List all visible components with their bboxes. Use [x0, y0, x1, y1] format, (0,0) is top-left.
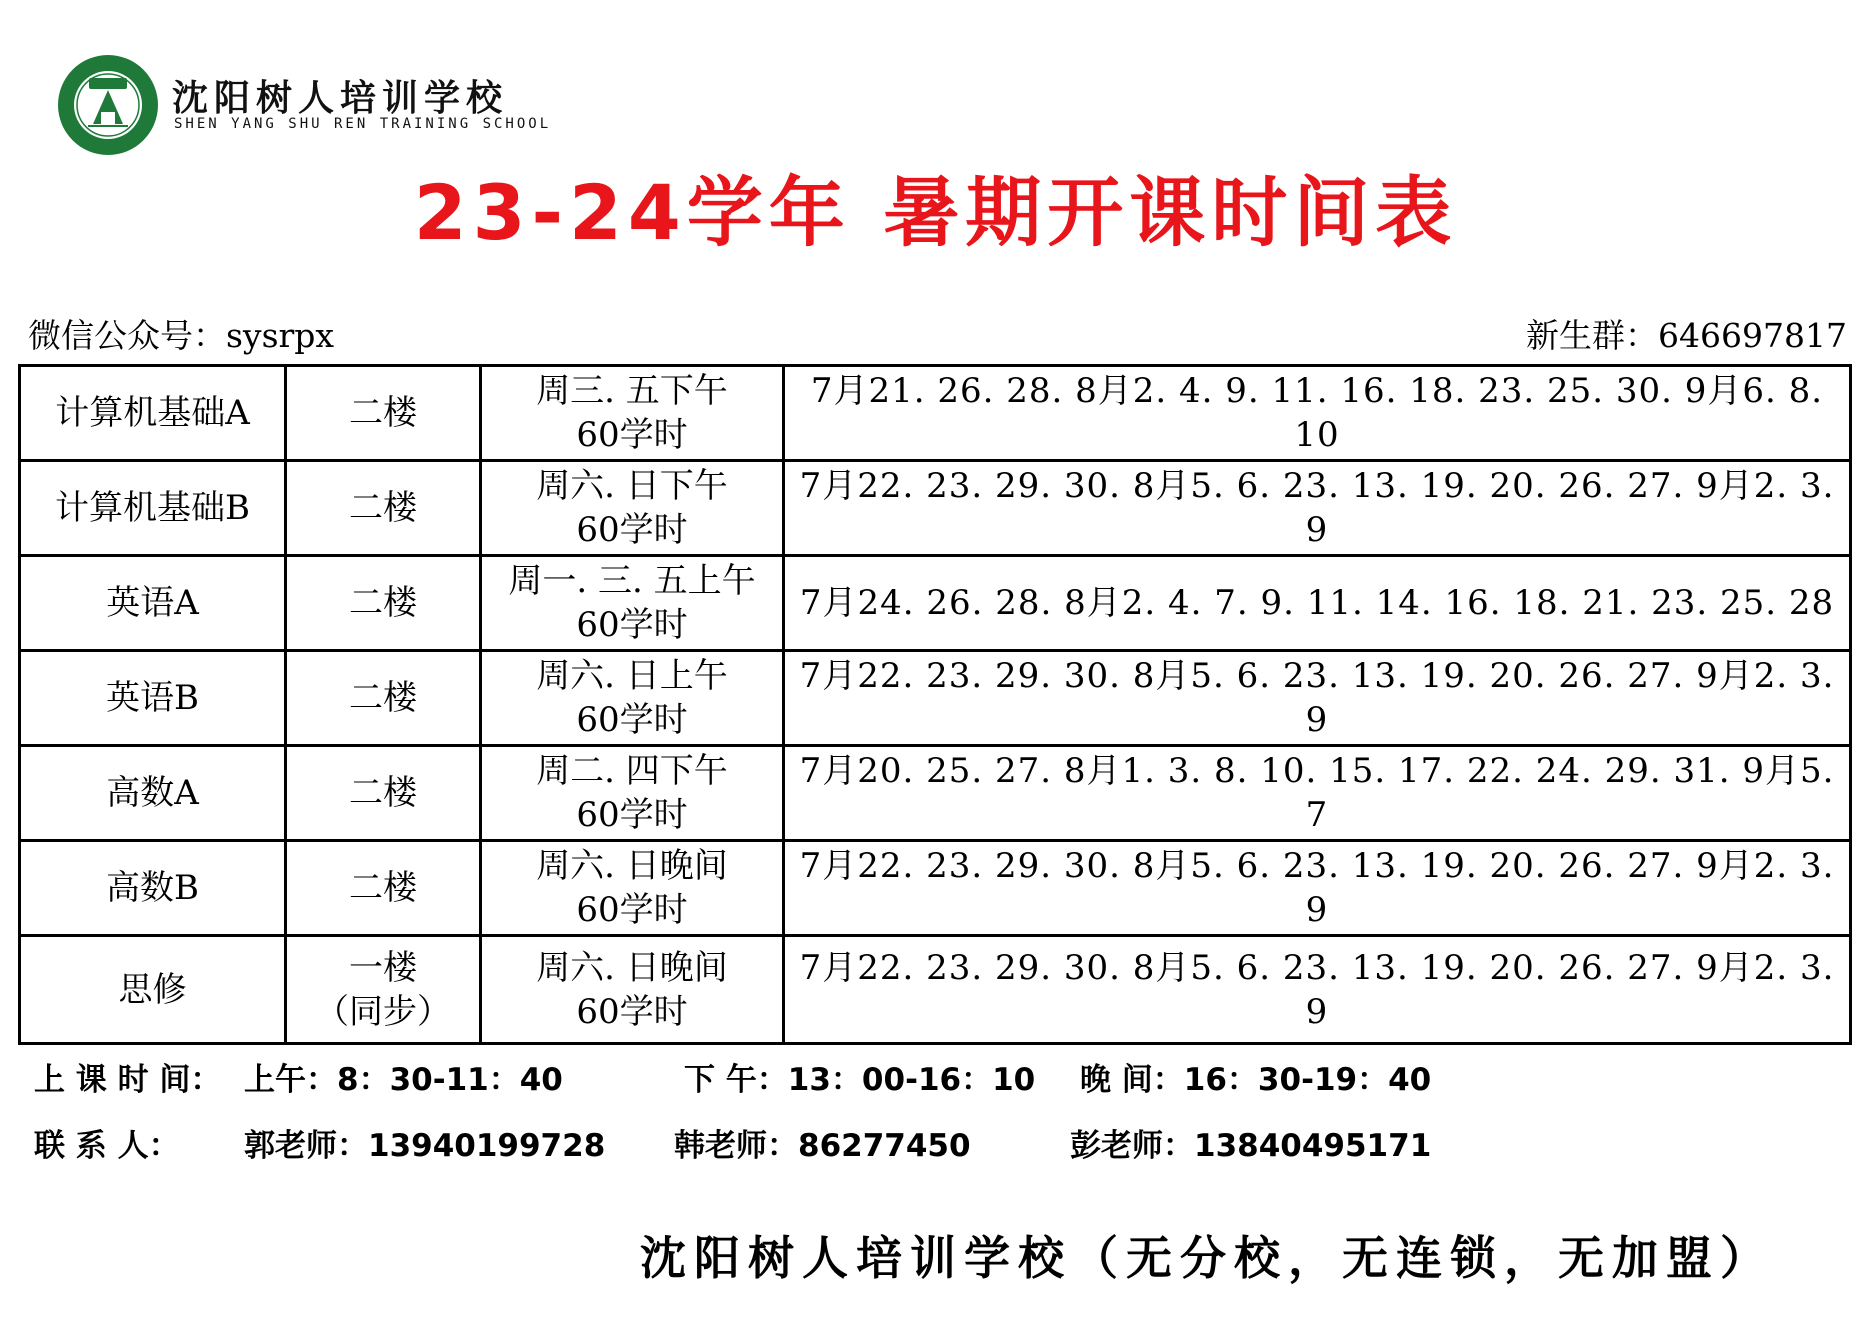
course-name-cell: 英语B: [20, 651, 286, 746]
school-name-cn: 沈阳树人培训学校: [172, 77, 509, 119]
table-row: [20, 936, 1851, 1044]
floor-cell: [286, 841, 481, 936]
schedule-days-cell: [481, 746, 784, 841]
course-name-cell: 计算机基础B: [20, 461, 286, 556]
table-row: [20, 746, 1851, 841]
contact-han: 韩老师：86277450: [674, 1128, 971, 1164]
hours-text: 60学时: [576, 605, 688, 645]
class-dates-cell: 7月22. 23. 29. 30. 8月5. 6. 23. 13. 19. 20. 26. 27. 9月2. 3. 9: [784, 841, 1851, 936]
class-dates-cell: 7月24. 26. 28. 8月2. 4. 7. 9. 11. 14. 16. 18. 21. 23. 25. 28: [784, 556, 1851, 651]
days-text: 周一. 三. 五上午: [508, 561, 756, 601]
new-student-group: 新生群：646697817: [1526, 316, 1847, 355]
hours-text: 60学时: [576, 795, 688, 835]
table-row: [20, 461, 1851, 556]
floor-cell: [286, 556, 481, 651]
table-row: [20, 651, 1851, 746]
course-name-cell: 高数B: [20, 841, 286, 936]
days-text: 周六. 日晚间: [536, 846, 728, 886]
days-text: 周二. 四下午: [536, 751, 728, 791]
contact-guo: 郭老师：13940199728: [244, 1128, 606, 1164]
floor-text: 二楼: [349, 773, 417, 813]
class-dates-cell: 7月22. 23. 29. 30. 8月5. 6. 23. 13. 19. 20. 26. 27. 9月2. 3. 9: [784, 936, 1851, 1044]
hours-text: 60学时: [576, 415, 688, 455]
floor-cell: [286, 366, 481, 461]
floor-cell: [286, 936, 481, 1044]
days-text: 周三. 五下午: [536, 371, 728, 411]
morning-time: 上午：8：30-11：40: [244, 1062, 563, 1098]
floor-text: 二楼: [349, 393, 417, 433]
hours-text: 60学时: [576, 510, 688, 550]
days-text: 周六. 日晚间: [536, 947, 728, 988]
schedule-days-cell: [481, 366, 784, 461]
floor-cell: [286, 461, 481, 556]
contacts-label: 联 系 人：: [34, 1128, 180, 1164]
floor-text: 二楼: [349, 583, 417, 623]
days-text: 周六. 日上午: [536, 656, 728, 696]
days-text: 周六. 日下午: [536, 466, 728, 506]
schedule-days-cell: [481, 461, 784, 556]
table-row: [20, 841, 1851, 936]
hours-text: 60学时: [576, 991, 688, 1032]
floor-text: 一楼: [349, 947, 417, 988]
table-row: [20, 556, 1851, 651]
hours-text: 60学时: [576, 890, 688, 930]
course-name-cell: 高数A: [20, 746, 286, 841]
course-name-cell: 思修: [20, 936, 286, 1044]
schedule-days-cell: [481, 841, 784, 936]
class-dates-cell: 7月20. 25. 27. 8月1. 3. 8. 10. 15. 17. 22. 24. 29. 31. 9月5. 7: [784, 746, 1851, 841]
table-row: [20, 366, 1851, 461]
floor-cell: [286, 651, 481, 746]
course-name-cell: 计算机基础A: [20, 366, 286, 461]
class-times-label: 上 课 时 间：: [34, 1062, 222, 1098]
school-logo: [55, 52, 161, 158]
school-name-en: SHEN YANG SHU REN TRAINING SCHOOL: [174, 116, 552, 132]
page-title: 23-24学年 暑期开课时间表: [413, 168, 1458, 257]
floor-text: 二楼: [349, 488, 417, 528]
class-dates-cell: 7月21. 26. 28. 8月2. 4. 9. 11. 16. 18. 23. 25. 30. 9月6. 8. 10: [784, 366, 1851, 461]
wechat-account: 微信公众号：sysrpx: [28, 316, 335, 355]
floor-note: （同步）: [315, 991, 451, 1032]
schedule-days-cell: [481, 651, 784, 746]
schedule-table: [18, 364, 1852, 1045]
floor-text: 二楼: [349, 868, 417, 908]
schedule-days-cell: [481, 936, 784, 1044]
floor-text: 二楼: [349, 678, 417, 718]
afternoon-time: 下 午：13：00-16：10: [684, 1062, 1036, 1098]
contact-peng: 彭老师：13840495171: [1070, 1128, 1432, 1164]
class-dates-cell: 7月22. 23. 29. 30. 8月5. 6. 23. 13. 19. 20. 26. 27. 9月2. 3. 9: [784, 651, 1851, 746]
floor-cell: [286, 746, 481, 841]
course-name-cell: 英语A: [20, 556, 286, 651]
footer-slogan: 沈阳树人培训学校（无分校，无连锁，无加盟）: [640, 1231, 1774, 1285]
class-dates-cell: 7月22. 23. 29. 30. 8月5. 6. 23. 13. 19. 20. 26. 27. 9月2. 3. 9: [784, 461, 1851, 556]
evening-time: 晚 间：16：30-19：40: [1080, 1062, 1432, 1098]
hours-text: 60学时: [576, 700, 688, 740]
schedule-days-cell: [481, 556, 784, 651]
